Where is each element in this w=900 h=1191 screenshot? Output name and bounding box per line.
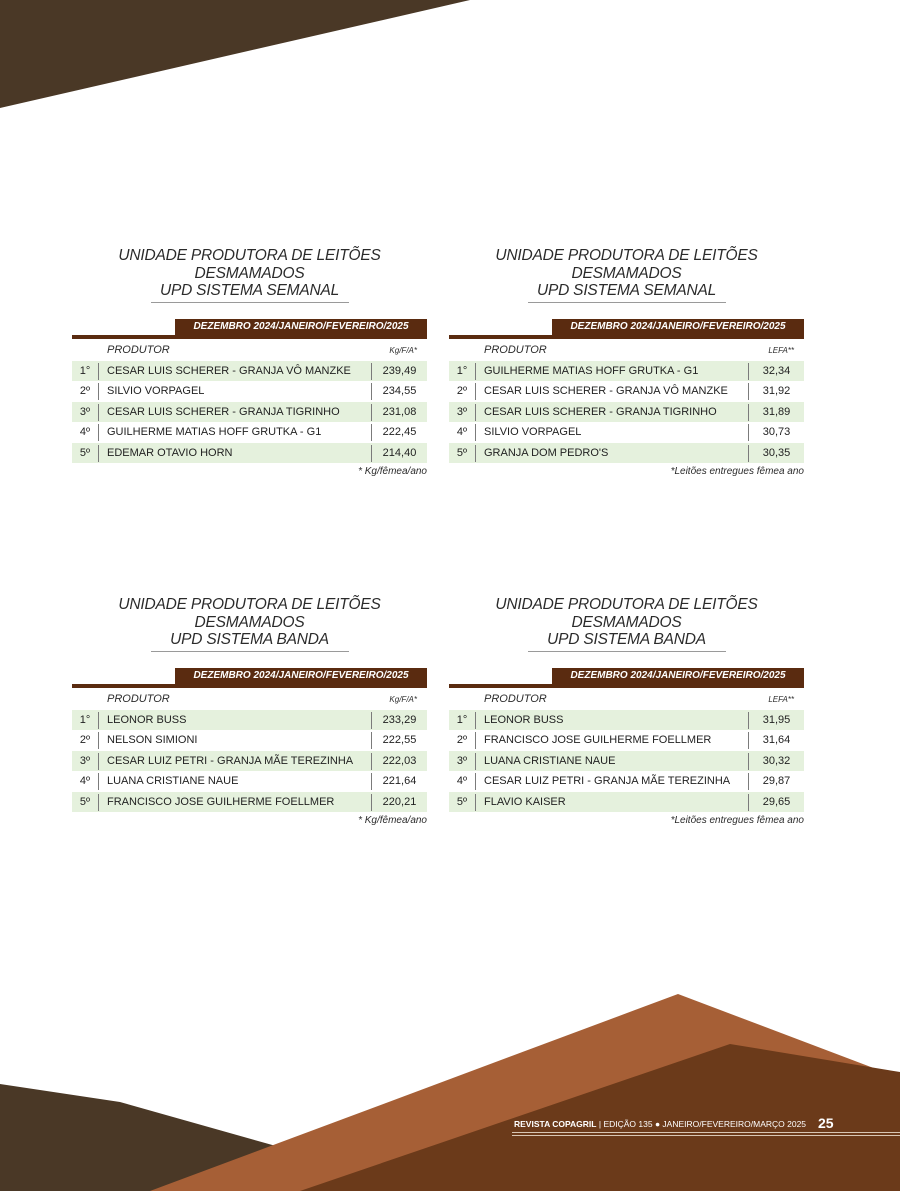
- period-label: DEZEMBRO 2024/JANEIRO/FEVEREIRO/2025: [552, 668, 804, 684]
- rank: 1°: [72, 363, 99, 380]
- rank: 3º: [72, 753, 99, 770]
- producer-name: GRANJA DOM PEDRO'S: [484, 446, 609, 459]
- table-row: [72, 751, 427, 772]
- title-line-1: UNIDADE PRODUTORA DE LEITÕES: [118, 596, 381, 613]
- title-line-2: DESMAMADOS: [194, 613, 305, 631]
- score: 30,73: [748, 424, 804, 441]
- ranking-block-banda-kg: [72, 596, 427, 826]
- table-row: [72, 422, 427, 443]
- table-row: [449, 422, 804, 443]
- producer-name: EDEMAR OTAVIO HORN: [107, 446, 233, 459]
- title-underline: [151, 302, 349, 303]
- table-row: [72, 361, 427, 382]
- period-divider: [72, 335, 427, 339]
- rank: 2º: [72, 383, 99, 400]
- title-line-1: UNIDADE PRODUTORA DE LEITÕES: [118, 247, 381, 264]
- producer-name: GUILHERME MATIAS HOFF GRUTKA - G1: [107, 426, 322, 439]
- period-bar: [449, 319, 804, 335]
- block-title: [72, 596, 427, 649]
- col-producer: PRODUTOR: [484, 343, 547, 356]
- col-unit: LEFA**: [768, 694, 794, 704]
- rank: 5º: [449, 794, 476, 811]
- edition-info: | EDIÇÃO 135 ● JANEIRO/FEVEREIRO/MARÇO 2025: [598, 1119, 807, 1129]
- col-unit: LEFA**: [768, 345, 794, 355]
- producer-name: CESAR LUIS SCHERER - GRANJA VÔ MANZKE: [107, 364, 351, 377]
- score: 29,87: [748, 773, 804, 790]
- block-title: [449, 596, 804, 649]
- producer-name: SILVIO VORPAGEL: [484, 426, 582, 439]
- footer-credit: [514, 1119, 806, 1129]
- table-row: [72, 771, 427, 792]
- producer-name: CESAR LUIS SCHERER - GRANJA TIGRINHO: [484, 405, 717, 418]
- rank: 3º: [72, 404, 99, 421]
- score: 222,03: [371, 753, 427, 770]
- table-row: [449, 730, 804, 751]
- table-header: [72, 341, 427, 361]
- score: 29,65: [748, 794, 804, 811]
- title-line-3: UPD SISTEMA BANDA: [170, 631, 329, 648]
- table-row: [449, 402, 804, 423]
- period-label: DEZEMBRO 2024/JANEIRO/FEVEREIRO/2025: [552, 319, 804, 335]
- rank: 1°: [449, 363, 476, 380]
- score: 31,92: [748, 383, 804, 400]
- col-producer: PRODUTOR: [107, 343, 170, 356]
- rank: 2º: [72, 732, 99, 749]
- rank: 4º: [449, 424, 476, 441]
- producer-name: CESAR LUIS SCHERER - GRANJA TIGRINHO: [107, 405, 340, 418]
- producer-name: NELSON SIMIONI: [107, 734, 198, 747]
- score: 239,49: [371, 363, 427, 380]
- score: 30,35: [748, 445, 804, 462]
- producer-name: SILVIO VORPAGEL: [107, 385, 205, 398]
- title-line-3: UPD SISTEMA SEMANAL: [536, 282, 717, 299]
- table-row: [449, 443, 804, 464]
- title-underline: [528, 651, 726, 652]
- period-divider: [449, 684, 804, 688]
- score: 234,55: [371, 383, 427, 400]
- score: 214,40: [371, 445, 427, 462]
- page-number: 25: [818, 1115, 834, 1131]
- magazine-name: REVISTA COPAGRIL: [514, 1119, 597, 1129]
- period-bar: [72, 668, 427, 684]
- table-row: [449, 361, 804, 382]
- col-producer: PRODUTOR: [107, 692, 170, 705]
- producer-name: LUANA CRISTIANE NAUE: [484, 754, 616, 767]
- rank: 3º: [449, 404, 476, 421]
- period-divider: [72, 684, 427, 688]
- rank: 5º: [72, 794, 99, 811]
- period-divider: [449, 335, 804, 339]
- block-title: [72, 247, 427, 300]
- table-row: [72, 402, 427, 423]
- title-line-2: DESMAMADOS: [571, 264, 682, 282]
- rank: 4º: [72, 773, 99, 790]
- title-underline: [528, 302, 726, 303]
- rank: 5º: [449, 445, 476, 462]
- title-underline: [151, 651, 349, 652]
- title-line-1: UNIDADE PRODUTORA DE LEITÕES: [495, 596, 758, 613]
- period-label: DEZEMBRO 2024/JANEIRO/FEVEREIRO/2025: [175, 319, 427, 335]
- top-left-wedge: [0, 0, 470, 108]
- table-row: [72, 792, 427, 813]
- col-unit: Kg/F/A*: [389, 694, 417, 704]
- score: 231,08: [371, 404, 427, 421]
- footnote: * Kg/fêmea/ano: [358, 466, 427, 478]
- period-label: DEZEMBRO 2024/JANEIRO/FEVEREIRO/2025: [175, 668, 427, 684]
- footnote: *Leitões entregues fêmea ano: [670, 815, 804, 827]
- title-line-3: UPD SISTEMA BANDA: [547, 631, 706, 648]
- table-row: [449, 751, 804, 772]
- producer-name: FLAVIO KAISER: [484, 795, 566, 808]
- producer-name: CESAR LUIZ PETRI - GRANJA MÃE TEREZINHA: [107, 754, 354, 767]
- producer-name: CESAR LUIS SCHERER - GRANJA VÔ MANZKE: [484, 385, 728, 398]
- score: 31,64: [748, 732, 804, 749]
- table-row: [449, 710, 804, 731]
- rank: 4º: [72, 424, 99, 441]
- col-unit: Kg/F/A*: [389, 345, 417, 355]
- block-title: [449, 247, 804, 300]
- table-row: [72, 443, 427, 464]
- rank: 5º: [72, 445, 99, 462]
- rank: 2º: [449, 732, 476, 749]
- score: 233,29: [371, 712, 427, 729]
- producer-name: LUANA CRISTIANE NAUE: [107, 775, 239, 788]
- rank: 1°: [449, 712, 476, 729]
- score: 222,45: [371, 424, 427, 441]
- rank: 4º: [449, 773, 476, 790]
- score: 31,89: [748, 404, 804, 421]
- score: 220,21: [371, 794, 427, 811]
- table-header: [449, 341, 804, 361]
- col-producer: PRODUTOR: [484, 692, 547, 705]
- score: 32,34: [748, 363, 804, 380]
- producer-name: FRANCISCO JOSE GUILHERME FOELLMER: [107, 795, 335, 808]
- period-bar: [72, 319, 427, 335]
- producer-name: CESAR LUIZ PETRI - GRANJA MÃE TEREZINHA: [484, 775, 731, 788]
- period-bar: [449, 668, 804, 684]
- producer-name: LEONOR BUSS: [107, 713, 187, 726]
- table-header: [449, 690, 804, 710]
- footnote: *Leitões entregues fêmea ano: [670, 466, 804, 478]
- producer-name: GUILHERME MATIAS HOFF GRUTKA - G1: [484, 364, 699, 377]
- footer-rules: [512, 1132, 900, 1138]
- table-row: [449, 792, 804, 813]
- rank: 1°: [72, 712, 99, 729]
- score: 31,95: [748, 712, 804, 729]
- title-line-1: UNIDADE PRODUTORA DE LEITÕES: [495, 247, 758, 264]
- rank: 3º: [449, 753, 476, 770]
- ranking-block-semanal-kg: [72, 247, 427, 477]
- ranking-block-semanal-lefa: [449, 247, 804, 477]
- table-row: [449, 381, 804, 402]
- table-row: [72, 710, 427, 731]
- table-row: [72, 730, 427, 751]
- table-row: [449, 771, 804, 792]
- table-header: [72, 690, 427, 710]
- title-line-3: UPD SISTEMA SEMANAL: [159, 282, 340, 299]
- score: 30,32: [748, 753, 804, 770]
- title-line-2: DESMAMADOS: [571, 613, 682, 631]
- ranking-block-banda-lefa: [449, 596, 804, 826]
- score: 222,55: [371, 732, 427, 749]
- producer-name: LEONOR BUSS: [484, 713, 564, 726]
- producer-name: FRANCISCO JOSE GUILHERME FOELLMER: [484, 734, 712, 747]
- footnote: * Kg/fêmea/ano: [358, 815, 427, 827]
- rank: 2º: [449, 383, 476, 400]
- table-row: [72, 381, 427, 402]
- title-line-2: DESMAMADOS: [194, 264, 305, 282]
- score: 221,64: [371, 773, 427, 790]
